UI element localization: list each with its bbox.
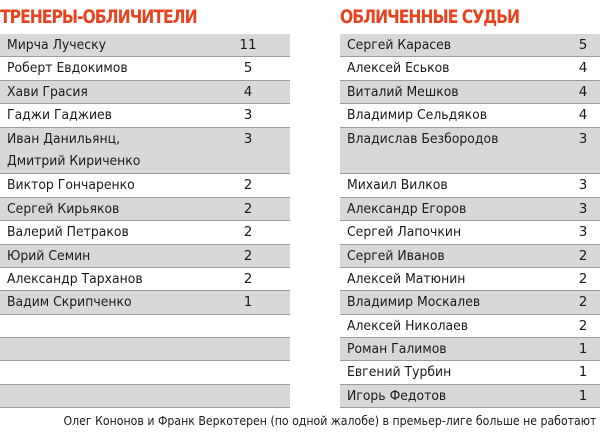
coach-row: [0, 198, 290, 221]
referee-count: 4: [578, 60, 588, 77]
coaches-heading: ТРЕНЕРЫ-ОБЛИЧИТЕЛИ: [0, 6, 197, 28]
coach-name: [7, 128, 140, 173]
coach-count: 2: [243, 200, 253, 217]
referee-name: Михаил Вилков: [347, 177, 448, 194]
coach-row: [0, 81, 290, 104]
coach-name: Александр Тарханов: [7, 270, 143, 287]
referee-count: 3: [578, 177, 588, 194]
referee-row: [340, 291, 600, 314]
referee-name: Сергей Лапочкин: [347, 224, 462, 241]
referee-row: [340, 57, 600, 80]
referee-count: 5: [578, 37, 588, 53]
referee-name: Сергей Карасев: [347, 37, 452, 53]
referee-name: Алексей Николаев: [347, 317, 469, 334]
referee-count: 3: [578, 130, 588, 147]
coach-count: 3: [243, 107, 253, 124]
coach-count: 2: [243, 270, 253, 287]
referee-count: 1: [578, 364, 588, 381]
coach-count: 2: [243, 224, 253, 241]
coach-count: 1: [243, 294, 253, 311]
coach-name: Гаджи Гаджиев: [7, 107, 112, 124]
referee-count: 2: [578, 294, 588, 311]
coach-row: [0, 268, 290, 291]
referee-name: Игорь Федотов: [347, 387, 447, 404]
coaches-column: [0, 0, 290, 408]
referee-row: [340, 361, 600, 384]
coach-row: [0, 245, 290, 268]
coach-name: Хави Грасия: [7, 83, 88, 100]
coach-count: 11: [239, 37, 257, 53]
referee-row: [340, 385, 600, 408]
footnote: Олег Кононов и Франк Веркотерен (по одной жалобе) в премьер-лиге больше не работают: [63, 414, 597, 428]
coach-count: 3: [243, 130, 253, 147]
coach-count: 4: [243, 83, 253, 100]
coach-name-line1: Иван Данильянц,: [7, 130, 121, 147]
referee-name: Евгений Турбин: [347, 364, 452, 381]
referee-row: [340, 338, 600, 361]
coach-row: [0, 221, 290, 244]
coach-name: Виктор Гончаренко: [7, 177, 135, 194]
referee-name: Александр Егоров: [347, 200, 467, 217]
referee-count: 3: [578, 200, 588, 217]
coach-row: [0, 174, 290, 197]
coach-row: [0, 291, 290, 314]
referee-count: 2: [578, 247, 588, 264]
coach-count: 2: [243, 247, 253, 264]
coach-name: Вадим Скрипченко: [7, 294, 132, 311]
referee-count: 1: [578, 341, 588, 358]
referee-row: [340, 198, 600, 221]
referee-row: [340, 174, 600, 197]
referee-count: 3: [578, 224, 588, 241]
coach-name: Валерий Петраков: [7, 224, 129, 241]
referee-row: [340, 104, 600, 127]
referees-column: [340, 0, 600, 408]
coach-name: Роберт Евдокимов: [7, 60, 128, 77]
referee-count: 4: [578, 107, 588, 124]
referee-name: Роман Галимов: [347, 341, 447, 358]
referees-list: [340, 34, 600, 408]
coach-count: 5: [243, 60, 253, 77]
coach-name: Мирча Луческу: [7, 37, 106, 53]
referee-name: Владимир Москалев: [347, 294, 481, 311]
referee-name: Сергей Иванов: [347, 247, 445, 264]
referee-name: Алексей Еськов: [347, 60, 450, 77]
referee-row: [340, 128, 600, 175]
coach-row-empty: [0, 315, 290, 338]
coach-row: [0, 34, 290, 57]
coach-row-empty: [0, 338, 290, 361]
referee-row: [340, 34, 600, 57]
referee-row: [340, 81, 600, 104]
referee-row: [340, 268, 600, 291]
referee-count: 4: [578, 83, 588, 100]
coach-row-empty: [0, 385, 290, 408]
coaches-list: [0, 34, 290, 408]
referee-row: [340, 245, 600, 268]
referee-count: 2: [578, 270, 588, 287]
coach-row: [0, 57, 290, 80]
referee-name: Владимир Сельдяков: [347, 107, 488, 124]
coach-name: Юрий Семин: [7, 247, 91, 264]
referee-name: Алексей Матюнин: [347, 270, 466, 287]
coach-count: 2: [243, 177, 253, 194]
referees-heading: ОБЛИЧЕННЫЕ СУДЬИ: [340, 6, 520, 28]
coach-row: [0, 104, 290, 127]
coach-row: [0, 128, 290, 175]
referee-row: [340, 221, 600, 244]
referee-count: 2: [578, 317, 588, 334]
referee-row: [340, 315, 600, 338]
referee-name: Владислав Безбородов: [347, 130, 499, 147]
referee-name: Виталий Мешков: [347, 83, 459, 100]
referee-count: 1: [578, 387, 588, 404]
coach-name: Сергей Кирьяков: [7, 200, 120, 217]
coach-name-line2: Дмитрий Кириченко: [7, 152, 141, 169]
coach-row-empty: [0, 361, 290, 384]
